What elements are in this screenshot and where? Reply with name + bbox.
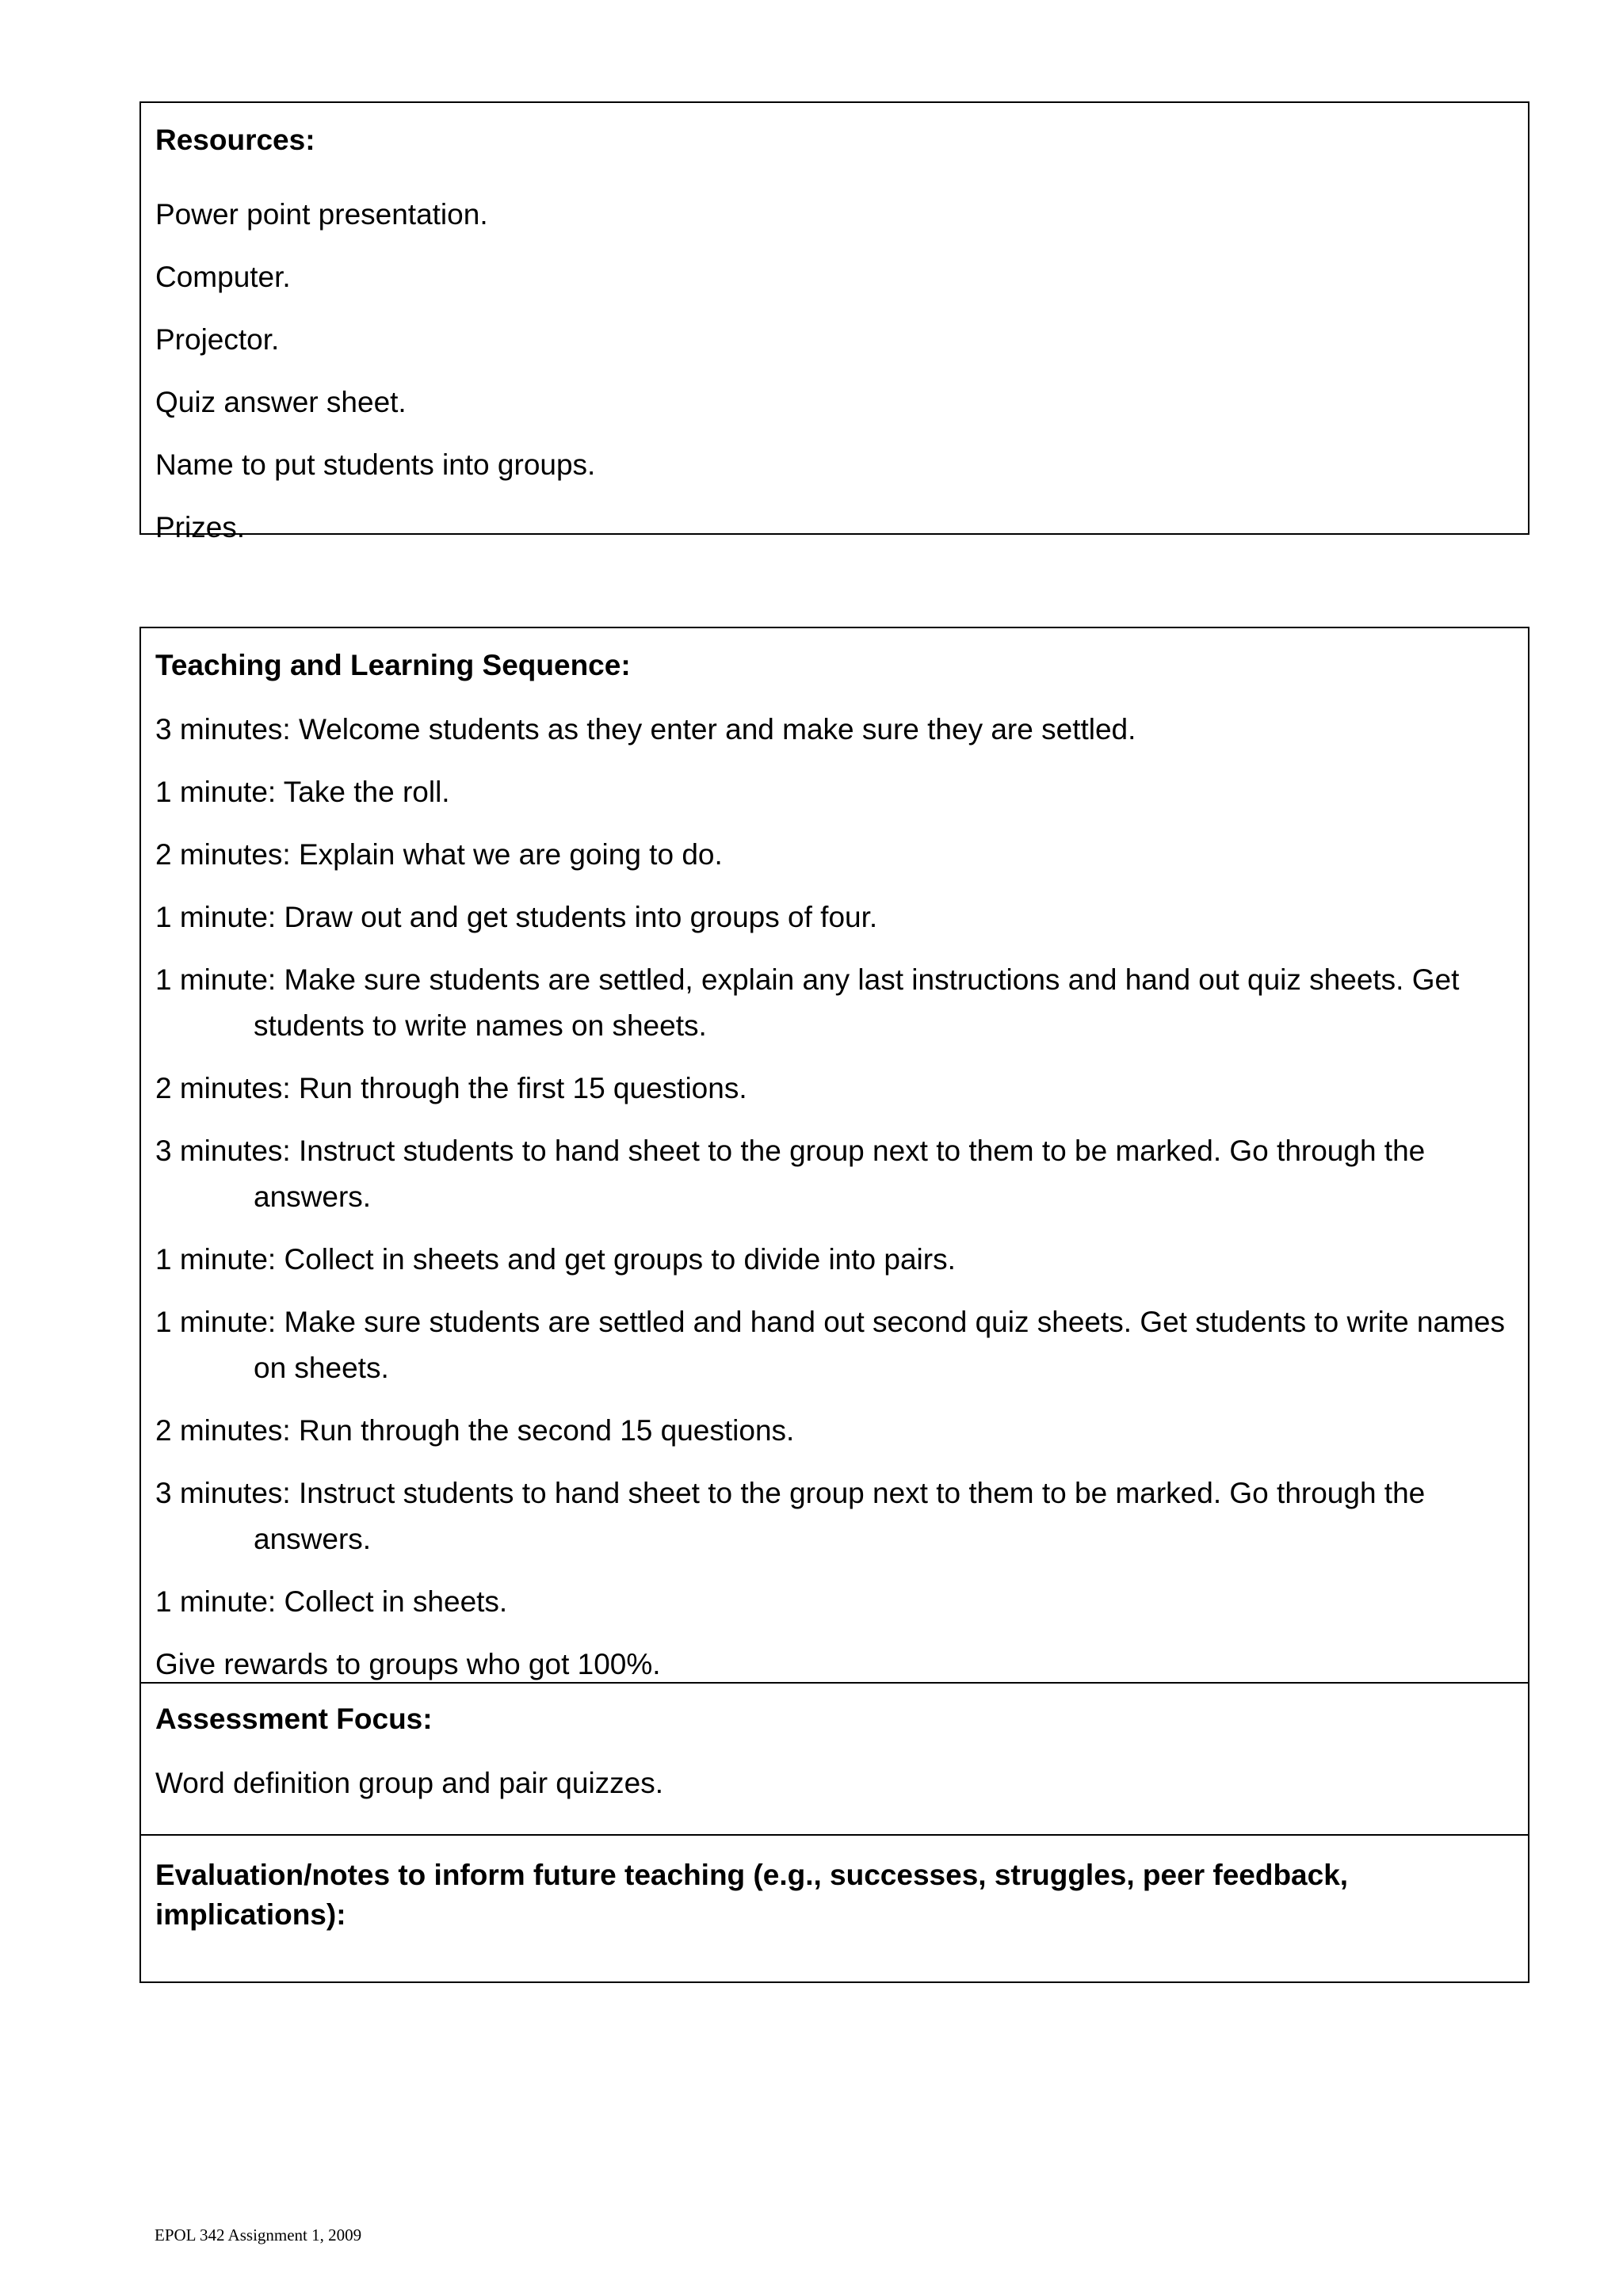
sequence-heading: Teaching and Learning Sequence: [155, 649, 631, 681]
sequence-item: 2 minutes: Explain what we are going to do. [155, 838, 723, 871]
sequence-item: Give rewards to groups who got 100%. [155, 1648, 661, 1680]
sequence-item: 3 minutes: Instruct students to hand sheet to the group next to them to be marked. Go through the answers. [155, 1477, 1426, 1555]
assessment-focus-section [141, 1682, 1528, 1834]
sequence-item: 1 minute: Make sure students are settled and hand out second quiz sheets. Get students to write names on sheets. [155, 1306, 1505, 1384]
resource-item: Projector. [155, 323, 280, 356]
sequence-item: 2 minutes: Run through the second 15 questions. [155, 1414, 795, 1447]
evaluation-section [141, 1834, 1528, 1981]
sequence-item: 1 minute: Collect in sheets. [155, 1585, 508, 1618]
sequence-item: 1 minute: Make sure students are settled, explain any last instructions and hand out quiz sheets. Get students to write names on sheets. [155, 963, 1460, 1042]
lesson-plan-table [139, 627, 1529, 1983]
sequence-item: 1 minute: Collect in sheets and get groups to divide into pairs. [155, 1243, 956, 1276]
resources-heading: Resources: [155, 124, 315, 156]
assessment-text: Word definition group and pair quizzes. [155, 1767, 664, 1799]
sequence-item: 3 minutes: Welcome students as they enter and make sure they are settled. [155, 713, 1136, 746]
resource-item: Name to put students into groups. [155, 448, 596, 481]
sequence-item: 1 minute: Take the roll. [155, 776, 450, 808]
sequence-item: 1 minute: Draw out and get students into groups of four. [155, 901, 878, 933]
resource-item: Power point presentation. [155, 198, 488, 231]
resource-item: Quiz answer sheet. [155, 386, 407, 418]
resource-item: Computer. [155, 261, 291, 293]
resource-item: Prizes. [155, 511, 246, 543]
teaching-sequence-section [141, 628, 1528, 1682]
evaluation-heading: Evaluation/notes to inform future teaching (e.g., successes, struggles, peer feedback, implications): [155, 1859, 1349, 1931]
page-footer: EPOL 342 Assignment 1, 2009 [155, 2225, 362, 2245]
resources-box [139, 101, 1529, 543]
sequence-item: 2 minutes: Run through the first 15 questions. [155, 1072, 747, 1104]
assessment-heading: Assessment Focus: [155, 1703, 433, 1735]
resources-list [141, 103, 1528, 559]
sequence-item: 3 minutes: Instruct students to hand sheet to the group next to them to be marked. Go through the answers. [155, 1135, 1426, 1213]
